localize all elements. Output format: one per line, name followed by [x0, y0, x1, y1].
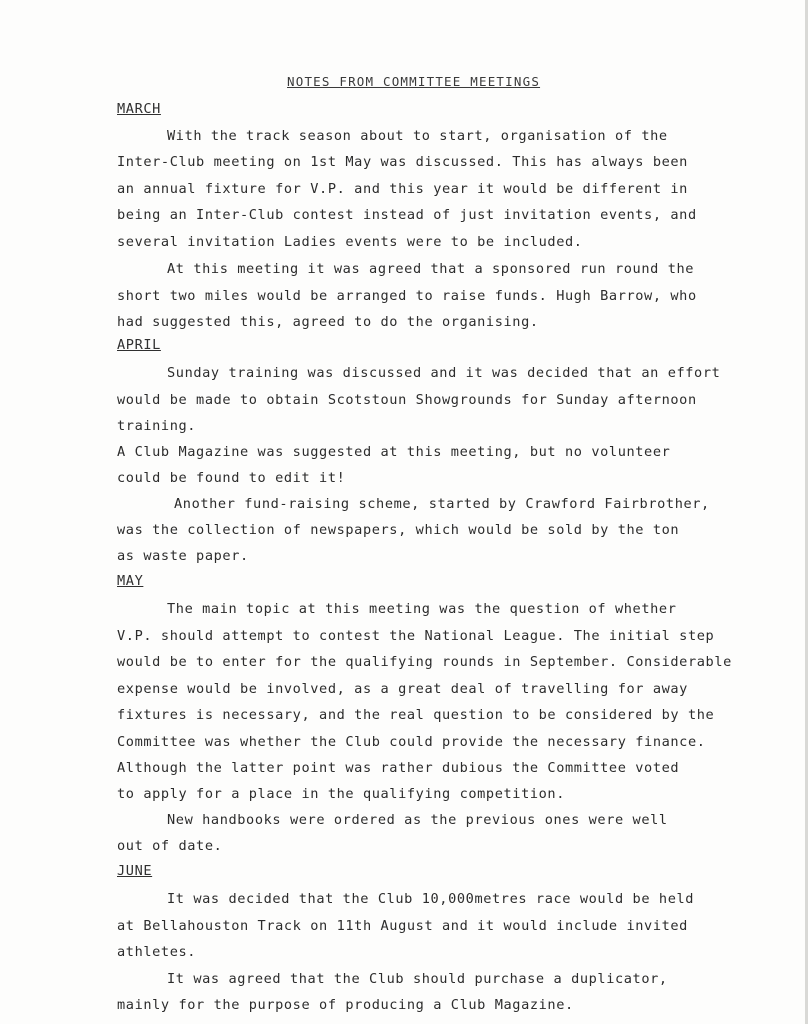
april-line-4: A Club Magazine was suggested at this meeting, but no volunteer: [117, 444, 671, 460]
april-line-1: Sunday training was discussed and it was decided that an effort: [167, 365, 721, 381]
may-line-5: fixtures is necessary, and the real question to be considered by the: [117, 707, 715, 723]
april-line-2: would be made to obtain Scotstoun Showgrounds for Sunday afternoon: [117, 392, 697, 408]
may-line-1: The main topic at this meeting was the question of whether: [167, 601, 677, 617]
march-line-8: had suggested this, agreed to do the organising.: [117, 314, 539, 330]
may-line-4: expense would be involved, as a great deal of travelling for away: [117, 681, 688, 697]
june-line-4: It was agreed that the Club should purchase a duplicator,: [167, 971, 668, 987]
june-line-3: athletes.: [117, 944, 197, 960]
april-line-8: as waste paper.: [117, 548, 249, 564]
may-line-2: V.P. should attempt to contest the National League. The initial step: [117, 628, 715, 644]
march-line-3: an annual fixture for V.P. and this year it would be different in: [117, 181, 688, 197]
april-line-6: Another fund-raising scheme, started by Crawford Fairbrother,: [174, 496, 710, 512]
march-line-1: With the track season about to start, organisation of the: [167, 128, 668, 144]
april-line-5: could be found to edit it!: [117, 470, 346, 486]
march-line-5: several invitation Ladies events were to be included.: [117, 234, 583, 250]
june-line-5: mainly for the purpose of producing a Club Magazine.: [117, 997, 574, 1013]
march-line-2: Inter-Club meeting on 1st May was discussed. This has always been: [117, 154, 688, 170]
heading-june: JUNE: [117, 863, 153, 879]
may-line-10: out of date.: [117, 838, 223, 854]
heading-march: MARCH: [117, 101, 161, 117]
may-line-9: New handbooks were ordered as the previous ones were well: [167, 812, 668, 828]
march-line-7: short two miles would be arranged to raise funds. Hugh Barrow, who: [117, 288, 697, 304]
may-line-3: would be to enter for the qualifying rounds in September. Considerable: [117, 654, 732, 670]
may-line-6: Committee was whether the Club could provide the necessary finance.: [117, 734, 706, 750]
june-line-2: at Bellahouston Track on 11th August and it would include invited: [117, 918, 688, 934]
march-line-6: At this meeting it was agreed that a sponsored run round the: [167, 261, 695, 277]
may-line-8: to apply for a place in the qualifying competition.: [117, 786, 565, 802]
heading-april: APRIL: [117, 337, 161, 353]
april-line-3: training.: [117, 418, 197, 434]
may-line-7: Although the latter point was rather dubious the Committee voted: [117, 760, 680, 776]
document-title: NOTES FROM COMMITTEE MEETINGS: [287, 74, 541, 89]
march-line-4: being an Inter-Club contest instead of just invitation events, and: [117, 207, 697, 223]
april-line-7: was the collection of newspapers, which would be sold by the ton: [117, 522, 680, 538]
heading-may: MAY: [117, 573, 144, 589]
june-line-1: It was decided that the Club 10,000metres race would be held: [167, 891, 695, 907]
